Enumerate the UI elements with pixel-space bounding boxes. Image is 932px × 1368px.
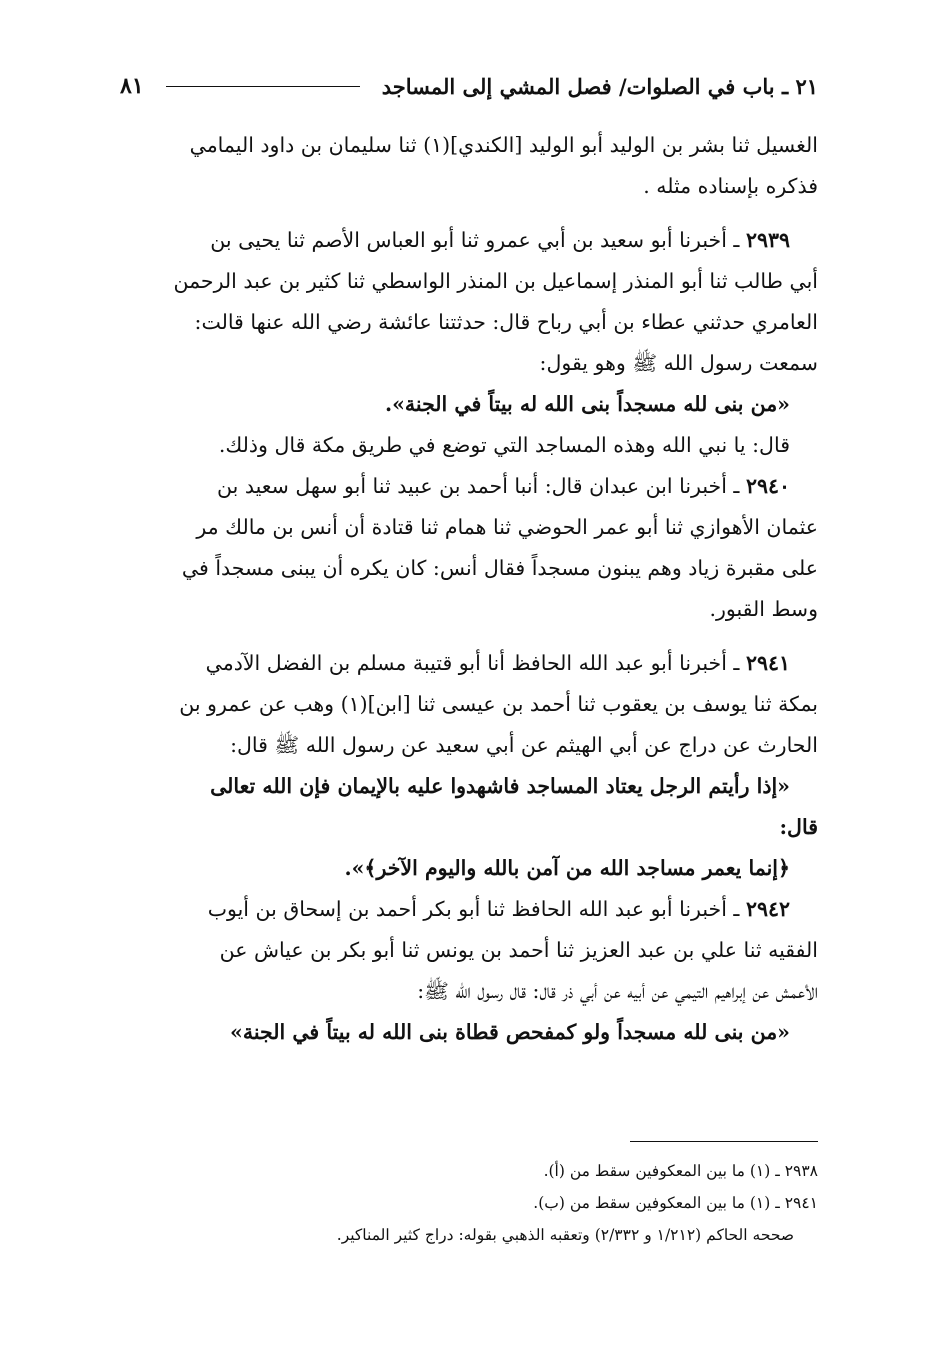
text-line: ـ أخبرنا أبو سعيد بن أبي عمرو ثنا أبو العباس الأصم ثنا يحيى بن: [210, 228, 746, 252]
hadith-2939-start: [120, 220, 818, 261]
paragraph-gap: [120, 207, 818, 220]
running-head: ٢١ ـ باب في الصلوات/ فصل المشي إلى المساجد: [381, 73, 818, 99]
text-line: فذكره بإسناده مثله .: [643, 174, 818, 198]
hadith-number: ٢٩٤٢: [745, 897, 790, 921]
text-line: ـ أخبرنا أبو عبد الله الحافظ ثنا أبو بكر أحمد بن إسحاق بن أيوب: [207, 897, 746, 921]
text-line: ـ أخبرنا أبو عبد الله الحافظ أنا أبو قتيبة مسلم بن الفضل الآدمي: [205, 651, 746, 675]
text-line: وسط القبور.: [709, 597, 818, 621]
hadith-2940-start: [120, 466, 818, 507]
hadith-number: ٢٩٣٩: [745, 228, 790, 252]
text-line: على مقبرة زياد وهم يبنون مسجداً فقال أنس: كان يكره أن يبنى مسجداً في: [181, 556, 818, 580]
footnotes: [120, 1155, 818, 1251]
page-header: [120, 66, 818, 106]
footnote-separator: [630, 1141, 818, 1142]
header-rule: [166, 86, 360, 87]
text-line: العامري حدثني عطاء بن أبي رباح قال: حدثتنا عائشة رضي الله عنها قالت:: [194, 310, 818, 334]
text-line: الفقيه ثنا علي بن عبد العزيز ثنا أحمد بن يونس ثنا أبو بكر بن عياش عن: [219, 938, 818, 962]
text-line: عثمان الأهوازي ثنا أبو عمر الحوضي ثنا همام ثنا قتادة أن أنس بن مالك مر: [196, 515, 818, 539]
quran-quote: ﴿إنما يعمر مساجد الله من آمن بالله واليوم الآخر﴾».: [344, 856, 790, 880]
hadith-quote: قال:: [779, 815, 818, 839]
hadith-2941-start: [120, 643, 818, 684]
hadith-quote: «من بنى لله مسجداً بنى الله له بيتاً في الجنة».: [384, 392, 790, 416]
text-line: بمكة ثنا يوسف بن يعقوب ثنا أحمد بن عيسى ثنا [ابن](١) وهب عن عمرو بن: [179, 692, 818, 716]
paragraph-gap: [120, 630, 818, 643]
hadith-quote: «من بنى لله مسجداً ولو كمفحص قطاة بنى الله له بيتاً في الجنة»: [230, 1020, 790, 1044]
text-line: سمعت رسول الله ﷺ وهو يقول:: [539, 351, 818, 375]
hadith-number: ٢٩٤١: [745, 651, 790, 675]
text-line: أبي طالب ثنا أبو المنذر إسماعيل بن المنذر الواسطي ثنا كثير بن عبد الرحمن: [173, 269, 818, 293]
text-line: الحارث عن دراج عن أبي الهيثم عن أبي سعيد عن رسول الله ﷺ قال:: [230, 733, 818, 757]
hadith-2942-start: [120, 889, 818, 930]
page-number: ٨١: [120, 73, 144, 99]
footnote: ٢٩٣٨ ـ (١) ما بين المعكوفين سقط من (أ).: [543, 1162, 818, 1180]
text-line: الأعمش عن إبراهيم التيمي عن أبيه عن أبي ذر قال: قال رسول الله ﷺ:: [417, 979, 818, 1003]
footnote: ٢٩٤١ ـ (١) ما بين المعكوفين سقط من (ب).: [533, 1194, 818, 1212]
hadith-quote: «إذا رأيتم الرجل يعتاد المساجد فاشهدوا عليه بالإيمان فإن الله تعالى: [210, 774, 790, 798]
text-line: قال: يا نبي الله وهذه المساجد التي توضع في طريق مكة قال وذلك.: [218, 433, 790, 457]
main-text: [120, 125, 818, 1053]
hadith-number: ٢٩٤٠: [745, 474, 790, 498]
footnote: صححه الحاكم (١/٢١٢ و ٢/٣٣٢) وتعقبه الذهبي بقوله: دراج كثير المناكير.: [336, 1226, 794, 1244]
text-line: ـ أخبرنا ابن عبدان قال: أنبا أحمد بن عبيد ثنا أبو سهل سعيد بن: [217, 474, 746, 498]
text-line: الغسيل ثنا بشر بن الوليد أبو الوليد [الكندي](١) ثنا سليمان بن داود اليمامي: [189, 133, 818, 157]
